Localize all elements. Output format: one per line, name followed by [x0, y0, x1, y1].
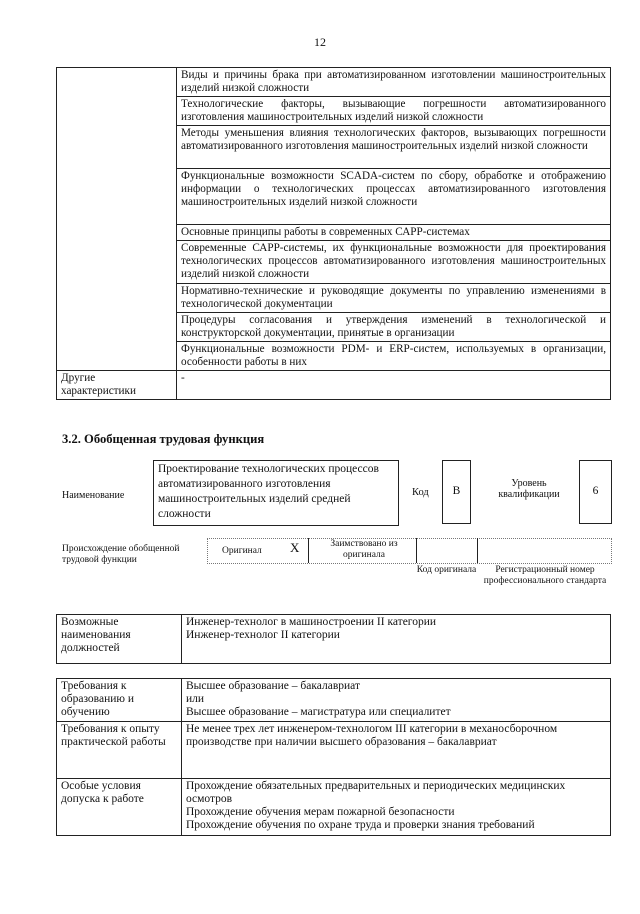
- origin-divider: [477, 538, 478, 563]
- level-label: Уровень квалификации: [498, 478, 560, 500]
- education-value: [182, 679, 611, 722]
- education-line: или: [186, 693, 205, 705]
- origin-divider: [416, 538, 417, 563]
- requirements-table: [56, 678, 611, 836]
- education-line: Высшее образование – магистратура или специалитет: [186, 706, 451, 718]
- education-label: Требования к образованию и обучению: [57, 679, 182, 722]
- education-line: Высшее образование – бакалавриат: [186, 680, 360, 692]
- section-title: 3.2. Обобщенная трудовая функция: [62, 432, 265, 446]
- level-value: 6: [579, 460, 612, 524]
- position-line: Инженер-технолог в машиностроении II категории: [186, 616, 437, 628]
- knowledge-row: Функциональные возможности PDM- и ERP-систем, используемых в организации, особенности работы в них: [177, 342, 611, 371]
- code-label: Код: [412, 487, 429, 498]
- name-value: Проектирование технологических процессов автоматизированного изготовления машиностроительных изделий средней сложности: [153, 460, 399, 526]
- knowledge-row: Процедуры согласования и утверждения изменений в технологической и конструкторской документации, принятые в организации: [177, 313, 611, 342]
- knowledge-row: Виды и причины брака при автоматизированном изготовлении машиностроительных изделий низкой сложности: [177, 68, 611, 97]
- special-label: Особые условия допуска к работе: [57, 779, 182, 836]
- special-line: Прохождение обязательных предварительных и периодических медицинских осмотров: [186, 780, 566, 805]
- knowledge-row: Основные принципы работы в современных САРР-системах: [177, 225, 611, 241]
- name-label: Наименование: [62, 490, 125, 501]
- experience-label: Требования к опыту практической работы: [57, 722, 182, 779]
- origin-mark: X: [290, 540, 300, 555]
- knowledge-row: Функциональные возможности SCADA-систем по сбору, обработке и отображению информации о технологических процессах автоматизированного изготовления машиностроительных изделий низкой сложности: [177, 169, 611, 225]
- origin-divider: [308, 538, 309, 563]
- page-number: 12: [314, 35, 326, 49]
- positions-label: Возможные наименования должностей: [57, 615, 182, 664]
- knowledge-row: Нормативно-технические и руководящие документы по управлению изменениями в технологической документации: [177, 284, 611, 313]
- knowledge-row: Технологические факторы, вызывающие погрешности автоматизированного изготовления машиностроительных изделий низкой сложности: [177, 97, 611, 126]
- knowledge-label-cell: [57, 68, 177, 371]
- positions-table: [56, 614, 611, 664]
- code-original-caption: Код оригинала: [416, 565, 477, 575]
- origin-borrowed: Заимствовано из оригинала: [330, 539, 398, 560]
- knowledge-row: Методы уменьшения влияния технологических факторов, вызывающих погрешности автоматизированного изготовления машиностроительных изделий низкой сложности: [177, 126, 611, 169]
- reg-number-caption: Регистрационный номер профессионального стандарта: [483, 565, 607, 586]
- code-value: B: [442, 460, 471, 524]
- position-line: Инженер-технолог II категории: [186, 629, 340, 641]
- origin-original: Оригинал: [222, 546, 262, 556]
- experience-value: Не менее трех лет инженером-технологом III категории в механосборочном производстве при наличии высшего образования – бакалавриат: [182, 722, 611, 779]
- origin-label: Происхождение обобщенной трудовой функции: [62, 544, 180, 565]
- other-characteristics-label: Другие характеристики: [57, 371, 177, 400]
- knowledge-row: Современные САРР-системы, их функциональные возможности для проектирования технологических процессов автоматизированного изготовления машиностроительных изделий низкой сложности: [177, 241, 611, 284]
- special-value: [182, 779, 611, 836]
- special-line: Прохождение обучения мерам пожарной безопасности: [186, 806, 455, 818]
- special-line: Прохождение обучения по охране труда и проверки знания требований: [186, 819, 535, 831]
- knowledge-table: [56, 67, 611, 400]
- other-characteristics-value: -: [177, 371, 611, 400]
- positions-value: [182, 615, 611, 664]
